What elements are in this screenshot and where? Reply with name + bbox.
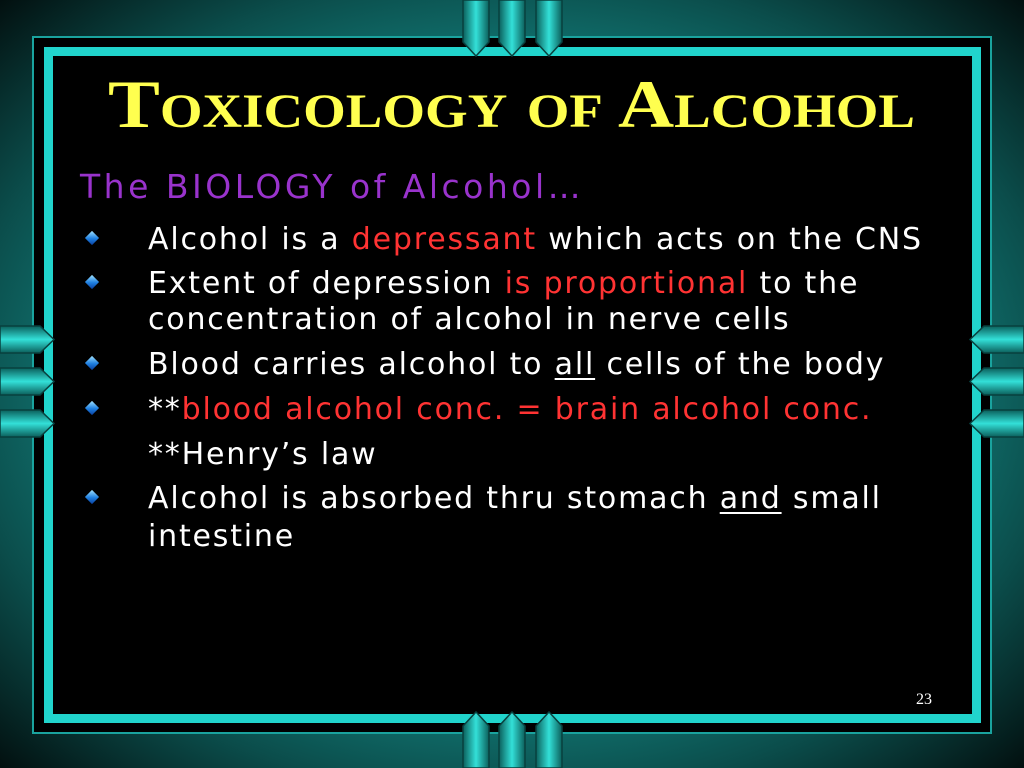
bullet-line: [148, 481, 882, 517]
bullet-line-continuation: [148, 302, 790, 338]
underlined-text: all: [554, 347, 596, 382]
slide-title: Toxicology of Alcohol: [108, 66, 915, 142]
text-segment: intestine: [148, 519, 295, 554]
text-segment: Extent of depression: [148, 266, 505, 301]
right-ornament: [970, 326, 1024, 437]
emphasis-text: is proportional: [504, 266, 749, 301]
bullet-line: [148, 222, 923, 258]
text-segment: **Henry’s law: [148, 437, 378, 472]
slide-subtitle: The BIOLOGY of Alcohol…: [80, 167, 585, 206]
text-segment: **: [148, 392, 182, 427]
emphasis-text: blood alcohol conc. = brain alcohol conc.: [181, 392, 873, 427]
bullet-line-continuation: [148, 519, 295, 555]
text-segment: which acts on the CNS: [536, 222, 923, 257]
text-segment: concentration of alcohol in nerve cells: [148, 302, 791, 337]
top-ornament: [463, 0, 562, 56]
text-segment: Alcohol is a: [148, 222, 352, 257]
bullet-line: [148, 392, 872, 428]
bullet-line: [148, 347, 885, 383]
text-segment: to the: [748, 266, 860, 301]
text-segment: small: [781, 481, 882, 516]
bullet-line: [148, 266, 859, 302]
bottom-ornament: [463, 712, 562, 768]
underlined-text: and: [719, 481, 782, 516]
note-line: [148, 437, 377, 473]
text-segment: Alcohol is absorbed thru stomach: [148, 481, 720, 516]
left-ornament: [0, 326, 54, 437]
text-segment: cells of the body: [595, 347, 886, 382]
text-segment: Blood carries alcohol to: [148, 347, 555, 382]
emphasis-text: depressant: [351, 222, 537, 257]
page-number: 23: [916, 691, 932, 708]
